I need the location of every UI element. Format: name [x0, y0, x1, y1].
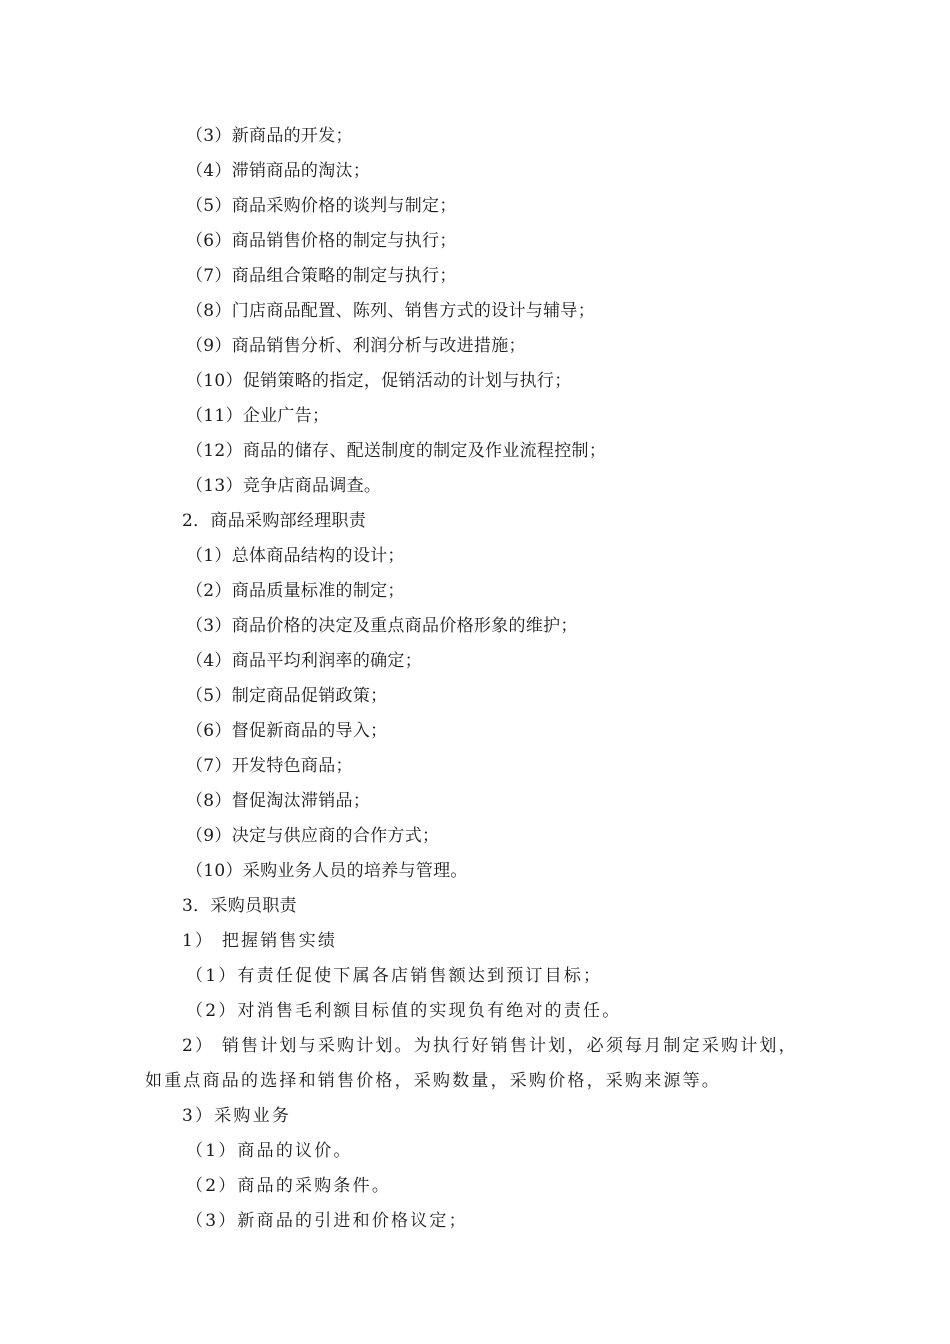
list-item: （9）商品销售分析、利润分析与改进措施；: [186, 336, 526, 356]
list-item: （8）督促淘汰滞销品；: [186, 791, 371, 811]
subsection-heading: 1） 把握销售实绩: [182, 931, 338, 951]
list-item: （5）制定商品促销政策；: [186, 686, 388, 706]
list-item: （2）商品的采购条件。: [186, 1176, 392, 1196]
list-item: （12）商品的储存、配送制度的制定及作业流程控制；: [186, 441, 607, 461]
list-item: （3）新商品的引进和价格议定；: [186, 1211, 468, 1231]
list-item: （10）促销策略的指定，促销活动的计划与执行；: [186, 371, 572, 391]
paragraph-line: 如重点商品的选择和销售价格，采购数量，采购价格，采购来源等。: [145, 1071, 721, 1091]
list-item: （6）督促新商品的导入；: [186, 721, 388, 741]
list-item: （4）滞销商品的淘汰；: [186, 161, 371, 181]
list-item: （4）商品平均利润率的确定；: [186, 651, 423, 671]
list-item: （13）竞争店商品调查。: [186, 476, 382, 496]
list-item: （1）商品的议价。: [186, 1141, 353, 1161]
list-item: （2）对消售毛利额目标值的实现负有绝对的责任。: [186, 1001, 622, 1021]
list-item: （3）新商品的开发；: [186, 126, 353, 146]
list-item: （1）总体商品结构的设计；: [186, 546, 405, 566]
list-item: （7）开发特色商品；: [186, 756, 353, 776]
list-item: （1）有责任促使下属各店销售额达到预订目标；: [186, 966, 603, 986]
list-item: （2）商品质量标准的制定；: [186, 581, 405, 601]
list-item: （7）商品组合策略的制定与执行；: [186, 266, 457, 286]
list-item: （10）采购业务人员的培养与管理。: [186, 861, 468, 881]
list-item: （5）商品采购价格的谈判与制定；: [186, 196, 457, 216]
paragraph-line: 2） 销售计划与采购计划。为执行好销售计划，必须每月制定采购计划，: [182, 1036, 798, 1056]
list-item: （9）决定与供应商的合作方式；: [186, 826, 440, 846]
section-heading: 3．采购员职责: [182, 896, 297, 916]
list-item: （8）门店商品配置、陈列、销售方式的设计与辅导；: [186, 301, 596, 321]
list-item: （6）商品销售价格的制定与执行；: [186, 231, 457, 251]
section-heading: 2．商品采购部经理职责: [182, 511, 367, 531]
subsection-heading: 3）采购业务: [182, 1106, 292, 1126]
list-item: （11）企业广告；: [186, 406, 330, 426]
list-item: （3）商品价格的决定及重点商品价格形象的维护；: [186, 616, 578, 636]
